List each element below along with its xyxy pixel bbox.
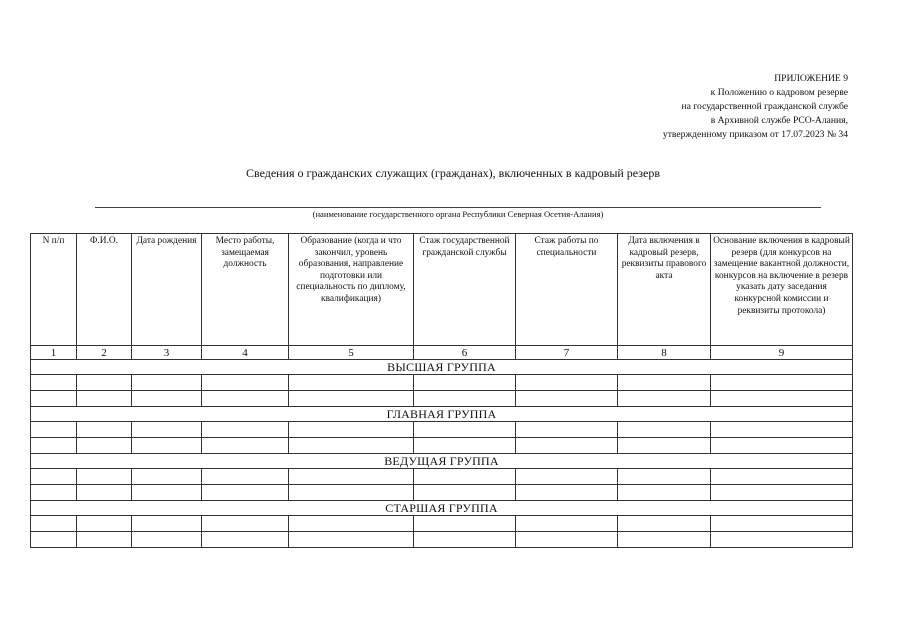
group-title: ВЫСШАЯ ГРУППА	[31, 360, 853, 375]
column-number: 3	[132, 346, 202, 360]
table-row	[31, 438, 853, 454]
header-cell-civil-service-experience: Стаж государственной гражданской службы	[414, 234, 516, 346]
table-row	[31, 375, 853, 391]
appendix-line: на государственной гражданской службе	[681, 101, 848, 112]
group-row-senior	[31, 501, 853, 516]
group-title: СТАРШАЯ ГРУППА	[31, 501, 853, 516]
appendix-block	[663, 72, 848, 142]
column-number: 9	[711, 346, 853, 360]
group-title: ВЕДУЩАЯ ГРУППА	[31, 454, 853, 469]
column-number-row	[31, 346, 853, 360]
table-row	[31, 485, 853, 501]
column-number: 4	[202, 346, 289, 360]
reserve-table	[30, 233, 853, 548]
header-cell-education: Образование (когда и что закончил, уровень образования, направление подготовки или специальность по диплому, квалификация)	[289, 234, 414, 346]
column-number: 7	[516, 346, 618, 360]
column-number: 5	[289, 346, 414, 360]
org-name-line	[95, 207, 821, 208]
header-cell-number: N п/п	[31, 234, 77, 346]
document-title: Сведения о гражданских служащих (гражданах), включенных в кадровый резерв	[245, 166, 661, 180]
group-title: ГЛАВНАЯ ГРУППА	[31, 407, 853, 422]
table-row	[31, 516, 853, 532]
header-cell-inclusion-date: Дата включения в кадровый резерв, реквизиты правового акта	[618, 234, 711, 346]
column-number: 2	[77, 346, 132, 360]
column-number: 6	[414, 346, 516, 360]
table-row	[31, 532, 853, 548]
appendix-line: утвержденному приказом от 17.07.2023 № 34	[662, 129, 848, 140]
header-cell-fio: Ф.И.О.	[77, 234, 132, 346]
appendix-line: к Положению о кадровом резерве	[710, 87, 848, 98]
header-cell-specialty-experience: Стаж работы по специальности	[516, 234, 618, 346]
table-row	[31, 422, 853, 438]
org-name-caption: (наименование государственного органа Республики Северная Осетия-Алания)	[312, 209, 604, 219]
group-row-main	[31, 407, 853, 422]
header-cell-birth-date: Дата рождения	[132, 234, 202, 346]
header-row	[31, 234, 853, 346]
group-row-highest	[31, 360, 853, 375]
header-cell-inclusion-basis: Основание включения в кадровый резерв (для конкурсов на замещение вакантной должности, конкурсов на включение в резерв указать дату заседания конкурсной комиссии и реквизиты протокола)	[711, 234, 853, 346]
column-number: 8	[618, 346, 711, 360]
appendix-line: в Архивной службе РСО-Алания,	[710, 115, 848, 126]
column-number: 1	[31, 346, 77, 360]
header-cell-workplace: Место работы, замещаемая должность	[202, 234, 289, 346]
table-row	[31, 391, 853, 407]
group-row-leading	[31, 454, 853, 469]
appendix-line: ПРИЛОЖЕНИЕ 9	[774, 73, 848, 84]
table-row	[31, 469, 853, 485]
